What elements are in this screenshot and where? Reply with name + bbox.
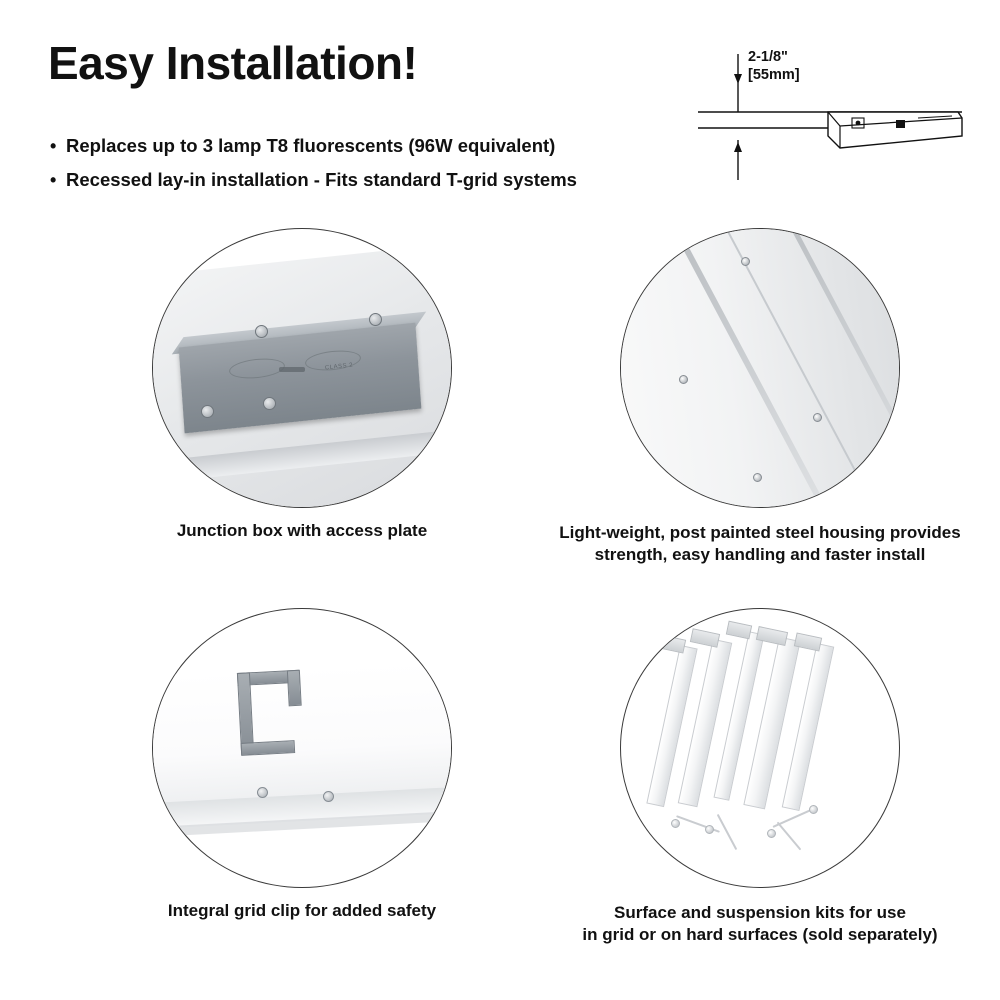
- screw-icon: [369, 313, 382, 326]
- screw-icon: [201, 405, 214, 418]
- caption-line: in grid or on hard surfaces (sold separately): [582, 925, 938, 945]
- feature-caption: [152, 520, 452, 542]
- vent-slot-icon: [279, 367, 305, 372]
- caption-line: Integral grid clip for added safety: [167, 901, 437, 920]
- dimension-imperial: 2-1/8": [748, 49, 788, 65]
- screw-head-icon: [767, 829, 776, 838]
- page-title: Easy Installation!: [48, 37, 418, 89]
- list-item: [50, 133, 670, 160]
- channel-end-cap-art: [658, 634, 686, 653]
- feature-image-steel-housing: [620, 228, 900, 508]
- feature-caption: [550, 902, 970, 946]
- label-print: CLASS 2: [324, 362, 354, 372]
- feature-caption: [152, 900, 452, 922]
- screw-icon: [257, 787, 268, 798]
- feature-caption: [550, 522, 970, 566]
- channel-end-cap-art: [690, 628, 720, 648]
- dimension-metric: [55mm]: [748, 67, 800, 84]
- bullet-text: Recessed lay-in installation - Fits standard T-grid systems: [66, 168, 577, 190]
- dimension-diagram: [690, 40, 970, 180]
- caption-line: Junction box with access plate: [176, 521, 428, 540]
- screw-head-icon: [671, 819, 680, 828]
- rivet-icon: [753, 473, 762, 482]
- caption-line: strength, easy handling and faster install: [594, 545, 926, 565]
- grid-clip-art: [237, 669, 315, 755]
- screw-head-icon: [809, 805, 818, 814]
- housing-body-art: [620, 228, 900, 508]
- feature-bullet-list: [50, 133, 670, 201]
- screw-icon: [323, 791, 334, 802]
- bullet-dot-icon: •: [50, 136, 57, 156]
- screw-head-icon: [705, 825, 714, 834]
- caption-line: Light-weight, post painted steel housing provides: [559, 523, 961, 542]
- screw-icon: [263, 397, 276, 410]
- channel-end-cap-art: [726, 621, 752, 640]
- feature-steel-housing: [550, 228, 970, 566]
- screw-shaft-icon: [717, 814, 738, 850]
- fixture-profile-drawing: [690, 40, 970, 180]
- feature-grid-clip: [152, 608, 452, 922]
- feature-image-mounting-kits: [620, 608, 900, 888]
- rivet-icon: [741, 257, 750, 266]
- caption-line: Surface and suspension kits for use: [614, 903, 906, 922]
- dimension-label: [748, 48, 800, 84]
- screw-shaft-icon: [777, 822, 802, 851]
- bullet-text: Replaces up to 3 lamp T8 fluorescents (96W equivalent): [66, 135, 556, 156]
- rivet-icon: [679, 375, 688, 384]
- screw-icon: [255, 325, 268, 338]
- list-item: [50, 167, 670, 194]
- feature-image-junction-box: [152, 228, 452, 508]
- bullet-dot-icon: •: [50, 169, 57, 190]
- feature-junction-box: [152, 228, 452, 542]
- feature-image-grid-clip: [152, 608, 452, 888]
- feature-mounting-kits: [550, 608, 970, 946]
- rivet-icon: [813, 413, 822, 422]
